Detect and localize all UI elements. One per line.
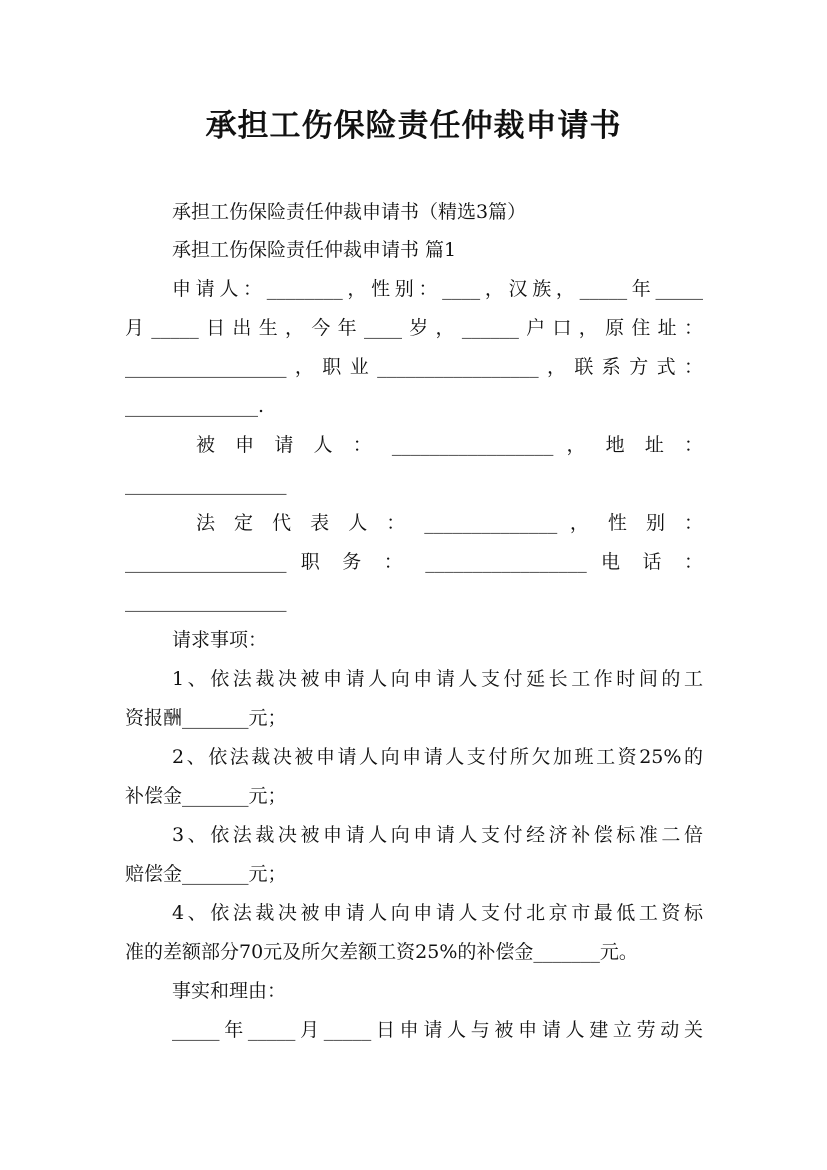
subtitle-line: 承担工伤保险责任仲裁申请书（精选3篇） — [172, 201, 527, 223]
claim-2-line-2: 补偿金_______元； — [125, 785, 287, 807]
legal-rep-line-3: _________________ — [125, 590, 287, 612]
claim-4-line-1: 4、依法裁决被申请人向申请人支付北京市最低工资标 — [172, 902, 703, 924]
applicant-line-1: 申请人：________，性别：____，汉族，_____年_____ — [172, 278, 703, 300]
document-title: 承担工伤保险责任仲裁申请书 — [205, 108, 622, 144]
claims-heading: 请求事项： — [172, 629, 268, 651]
facts-line-1: _____年_____月_____日申请人与被申请人建立劳动关 — [172, 1019, 703, 1041]
legal-rep-line-1: 法 定 代 表 人 ： ______________ ， 性 别 ： — [196, 512, 703, 534]
claim-3-line-2: 赔偿金_______元； — [125, 863, 287, 885]
respondent-line-2: _________________ — [125, 473, 287, 495]
claim-2-line-1: 2、依法裁决被申请人向申请人支付所欠加班工资25%的 — [172, 746, 703, 768]
claim-4-line-2: 准的差额部分70元及所欠差额工资25%的补偿金_______元。 — [125, 941, 638, 963]
facts-heading: 事实和理由： — [172, 980, 287, 1002]
applicant-line-2: 月_____日出生，今年____岁，______户口，原住址： — [125, 317, 703, 339]
section-heading: 承担工伤保险责任仲裁申请书 篇1 — [172, 239, 457, 261]
legal-rep-line-2: _________________ 职 务 ： _________________ 电 话 ： — [125, 551, 703, 573]
claim-1-line-1: 1、依法裁决被申请人向申请人支付延长工作时间的工 — [172, 668, 703, 690]
claim-3-line-1: 3、依法裁决被申请人向申请人支付经济补偿标准二倍 — [172, 824, 703, 846]
applicant-line-3: _________________，职业_________________，联系方式： — [125, 356, 703, 378]
respondent-line-1: 被 申 请 人 ： _________________ ， 地 址 ： — [196, 434, 703, 456]
applicant-line-4: ______________. — [125, 395, 265, 417]
claim-1-line-2: 资报酬_______元； — [125, 707, 287, 729]
